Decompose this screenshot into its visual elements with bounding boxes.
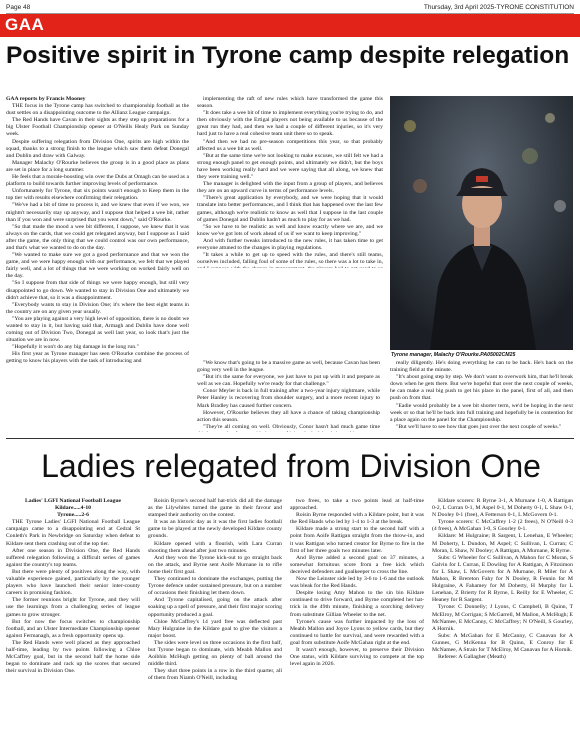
paragraph: "They're all coming on well. Obviously, Conor hasn't had much game time [203,423,380,430]
paragraph: The sides were level on three occasions in the first half, but Tyrone began to dominate, with Meabh Mallon and Aoibhin McHugh getting on plenty of ball around the middle third. [148,639,282,668]
paragraph: really diligently. He's doing everything he can to be back. He's back on the training field at the minute. [390,360,573,374]
paragraph: "So I suppose from that side of things we were happy enough, but still very disappointed to go down. We wanted to stay in Division One and ultimately we didn't achieve that, so it was a disappointment. [6,280,189,301]
article2-column-3 [290,498,424,734]
paragraph: "But we'll have to see how that goes just over the next couple of weeks." [396,423,562,430]
paragraph: "And then we had no pre-season competitions this year, so that probably affected us a wee bit as well. [197,138,383,152]
paragraph: Tyrone's cause was further impacted by the loss of Meabh Mallon and Joyce Lyons to yellow cards, but they continued to battle for survival, and were rewarded with a goal from substitute Aoife McGahan right at the end. [290,618,424,646]
paragraph: "It's about going step by step. We don't want to overwork him, that he'll break down when he gets there. But we're hopeful that over the next couple of weeks, he can make a real big push to get his place in the panel, first of all, and then push on from that. [390,374,573,402]
paragraph: "We wanted to make sure we got a good performance and that we won the game, and we were happy enough with our performance, we felt that we played fairly well, and a lot of things that we were working on worked fairly well on the day. [6,252,189,280]
paragraph: implementing the raft of new rules which have transformed the game this season. [197,96,383,110]
score-kildare: Kildare.....4-10 [54,505,92,512]
article-divider [6,438,574,439]
paragraph: "Everybody wants to stay in Division One; it's where the best eight teams in the country are on any given year usually. [6,301,189,315]
paragraph: Referee: A Gallagher (Meath) [438,654,506,661]
paragraph: And Tyrone capitalised, going on the attack after soaking up a spell of pressure, and their first major scoring opportunity produced a goal. [148,597,282,618]
paragraph: "We've had a bit of time to process it, and we knew that even if we won, we mightn't necessarily stay up anyway, and I suppose that helped a wee bit, rather than if you won and were surprised that you went down," said O'Rourke. [6,202,189,223]
paragraph: The Red Hands were well placed as they approached half-time, leading by two points following a Chloe McCaffrey goal, but in the second half the home side began to dominate and rack up the scores that secured their survival in Division One. [6,639,140,675]
paragraph: two frees, to take a two points lead at half-time approached. [290,498,424,512]
match-title: Ladies' LGFI National Football League [24,498,122,504]
manager-photo [390,96,573,350]
paragraph: "Eadie would probably be a wee bit shorter term, we'd be hoping in the next week or so that he'll be back into full training and hopefully be in contention for a place again on the panel for the Championship. [390,402,573,423]
paragraph: Roisin Byrne's second half hat-trick did all the damage as the Lilywhites turned the game in their favour and stamped their authority on the contest. [148,498,282,519]
paragraph: THE Tyrone Ladies' LGFI National Football League campaign came to a disappointing end at Cedral St Conleth's Park in Newbridge on Saturday when defeat to Kildare sent them crashing out of the top tier. [6,519,140,547]
paragraph: "So we have to be realistic as well and know exactly where we are, and we know we've got lots of work ahead of us if we want to keep improving." [197,223,383,237]
article1-column-4 [390,360,573,432]
paragraph: "You are playing against a very high level of opposition, there is no doubt we wanted to stay in it, but having said that, Armagh and Dublin have done well coming out of Division Two, Donegal as well last year, so look that's just the situation we are in now. [6,315,189,344]
paragraph: They continued to dominate the exchanges, putting the Tyrone defence under sustained pressure, but on a number of occasions their finishing let them down. [148,576,282,597]
paragraph: Tyrone scorers: C McCaffrey 1-2 (2 frees), N O'Neill 0-3 (4 frees), A McGahan 1-0, S Goorley 0-1. [432,519,573,533]
paragraph: Roisin Byrne responded with a Kildare point, but it was the Red Hands who led by 1-4 to 1-3 at the break. [290,512,424,526]
section-label: GAA [5,15,45,34]
paragraph: Manager Malachy O'Rourke believes the group is in a good place as plans are set in place for a long summer. [6,159,189,173]
paragraph: And with further tweaks introduced to the new rules, it has taken time to get everyone attuned to the changes in playing regulations. [197,237,383,251]
paragraph: They shot three points in a row in the third quarter, all of them from Niamh O'Neill, including [148,668,282,682]
paragraph: Conor Meyler is back in full training after a two-year injury nightmare, while Peter Hanley is recovering from shoulder surgery, and a more recent injury to Mark Bradley has caused further concern. [197,388,380,409]
paragraph: Kildare: M Hulgraine; R Sargent, L Lenehan, E Wheeler; M Doherty, L Dundon, M Aspel; C Sullivan, L Curran; C Moran, L Shaw, N Dooley; A Rattigan, A Murnane, R Byrne. [432,533,573,554]
paragraph: Subs: G Wheeler for C Sullivan, A Mahon for C Moran, S Galvin for L Curran, E Dowling for A Rattigan, A Fitzsimon for L Shaw, L McGovern for A Murnane, R Miler for A Mahon, R Brereton Fahy for N Dooley, R Fennin for M Hulgraine, A Fahamey for M Doherty, H Murphy for L Lenehan, Z Brierty for R Byrne, L Reilly for E Wheeler, C Heaney for R Sargent. [432,554,573,604]
paragraph: After one season in Division One, the Red Hands suffered relegation following a difficult series of games against the country's top teams. [6,547,140,568]
paragraph: "We know that's going to be a massive game as well, because Cavan has been going very well in the league. [197,360,380,374]
section-banner [0,14,580,37]
article1-column-3 [197,360,380,432]
article1-headline: Positive spirit in Tyrone camp despite relegation [6,42,570,69]
paragraph: "Hopefully it won't do any big damage in the long run." [12,344,139,351]
photo-caption: Tyrone manager, Malachy O'Rourke.PA05002CM25 [391,352,516,358]
paragraph: Subs: A McGahan for E McCanny, C Canavan for A Gunnes, G McKenna for B Quinn, E Conroy for E McNamee, A Strain for T McElroy, M Canavan for A Hornik. [432,632,573,653]
paragraph: THE focus in the Tyrone camp has switched to championship football as the dust settles on a disappointing outcome to the Allianz League campaign. [6,103,189,117]
page-header [6,2,574,12]
article1-column-1 [6,96,189,432]
paragraph: However, O'Rourke believes they all have a chance of taking championship action this season. [197,409,380,423]
article1-byline: GAA reports by Francis Mooney [6,96,86,102]
paragraph: The former reunions bright for Tyrone, and they will use the learnings from a challenging series of league games to grow stronger. [6,597,140,618]
article2-column-1 [6,498,140,734]
paragraph: But there were plenty of positives along the way, with valuable experience gained, particularly by the younger players who have launched their senior inter-county careers in promising fashion. [6,568,140,597]
paragraph: "It does take a wee bit of time to implement everything you're trying to do, and then obviously with the Ertigal players not being available to us because of the great run they had, and then we had a couple of different injuries, so it's very hard just to have a real cohesive team unit there so to speak. [197,110,383,138]
paragraph: The Red Hands have Cavan in their sights as they step up preparations for a big Ulster Football Championship opener at O'Neills Healy Park on Sunday week. [6,117,189,138]
paragraph: "There's great application by everybody, and we were hoping that it would translate into better performances, and I think that has happened over the last few games, although we're realistic to know as well that I suppose in the last couple of games Donegal and Dublin hadn't as much to play for as we had. [197,195,383,223]
paragraph: Tyrone: C Donnelly; J Lyons, C Campbell, B Quinn, T McElroy, M Corrigan; S McGarrell, M Mallon, A McHugh; E McNamee, E McCanny, C McCaffrey; N O'Neill, S Gourley, A Hornik. [432,604,573,632]
paragraph: "It takes a while to get up to speed with the rules, and there's still teams, ourselves included, falling foul of some of the rules, so there was a lot to take in, [197,252,383,266]
paragraph: Despite losing Amy Mahon to the sin bin Kildare continued to drive forward, and Byrne completed her hat-trick in the 49th minute, finishing a scorching delivery from substitute Gillian Wheeler to the net. [290,590,424,618]
article2-column-4 [432,498,573,734]
score-tyrone: Tyrone.....2-6 [57,512,89,519]
paragraph: And they won the Tyrone kick-out to go straight back on the attack, and Byrne sent Aoife Murnane in to rifle home their first goal. [148,554,282,575]
paragraph: Now the Leinster side led by 3-6 to 1-6 and the outlook was bleak for the Red Hands. [290,576,424,590]
paragraph: "But it's the same for everyone, we just have to put up with it and prepare as well as we can. Hopefully we're ready for that challenge." [197,374,380,388]
date-line: Thursday, 3rd April 2025-TYRONE CONSTITUTION [423,3,574,11]
page-number: Page 48 [6,3,31,11]
article1-column-2 [197,96,383,268]
paragraph: It was an historic day as it was the first ladies football game to be played at the newly developed Kildare county grounds. [148,519,282,540]
paragraph: Chloe McCaffrey's 14 yard free was deflected past Mary Hulgraine in the Kildare goal to give the visitors a major boost. [148,618,282,639]
paragraph: Kildare made a strong start to the second half with a point from Aoife Rattigan straight from the throw-in, and it was Rattigan who turned creator for Byrne to fire in the first of her three goals two minutes later. [290,526,424,554]
paragraph: And Byrne added a second goal on 37 minutes, a somewhat fortuitous score from a free kick which deceived defenders and goalkeeper to cross the line. [290,554,424,575]
paragraph: Despite suffering relegation from Division One, spirits are high within the squad, thanks to a strong finish to the league which saw them defeat Donegal and Dublin and draw with Galway. [6,138,189,159]
paragraph: "So that made the mood a wee bit different, I suppose, we knew that it was always on the cards, that we could get relegated anyway, but I suppose as I said after the game, the only thing that we could control was our own performance, and that's what we wanted to do on the day. [6,223,189,251]
photo-illustration [390,96,573,350]
paragraph: Kildare opened with a flourish, with Lara Curran shooting them ahead after just two minutes. [148,540,282,554]
article2-column-2 [148,498,282,734]
paragraph: It wasn't enough, however, to preserve their Division One status, with Kildare surviving to compete at the top level again in 2026. [290,646,424,668]
paragraph: Unfortunately for Tyrone, that six points wasn't enough to Keep them in the top tier with results elsewhere confirming their relegation. [6,188,189,202]
paragraph: His first year as Tyrone manager has seen O'Rourke combine the process of getting to know his players with the task of introducing and [6,351,189,365]
paragraph: Kildare scorers: R Byrne 3-1, A Murnane 1-0, A Rattigan 0-2, L Curran 0-1, M Aspel 0-1, M Doherty 0-1, L Shaw 0-1, N Dooley 0-1 (free), A Fetterson 0-1, L McGovern 0-1. [432,498,573,519]
paragraph: "But at the same time we're not looking to make excuses, we still felt we had a strong enough panel to get enough points, and ultimately we didn't, but the boys have been working really hard and we were saying that all along, we knew that they were training well." [197,152,383,181]
paragraph: But for now the focus switches to championship football, and an Ulster Intermediate Championship opener against Fermanagh, as a fresh opportunity opens up. [6,618,140,639]
paragraph: The manager is delighted with the input from a group of players, and believes they are on an upward curve in terms of performance levels. [197,181,383,195]
article2-headline: Ladies relegated from Division One [41,448,541,484]
paragraph: He feels that a morale-boosting win over the Dubs at Omagh can be used as a platform to build towards further improving levels of performance. [6,174,189,188]
